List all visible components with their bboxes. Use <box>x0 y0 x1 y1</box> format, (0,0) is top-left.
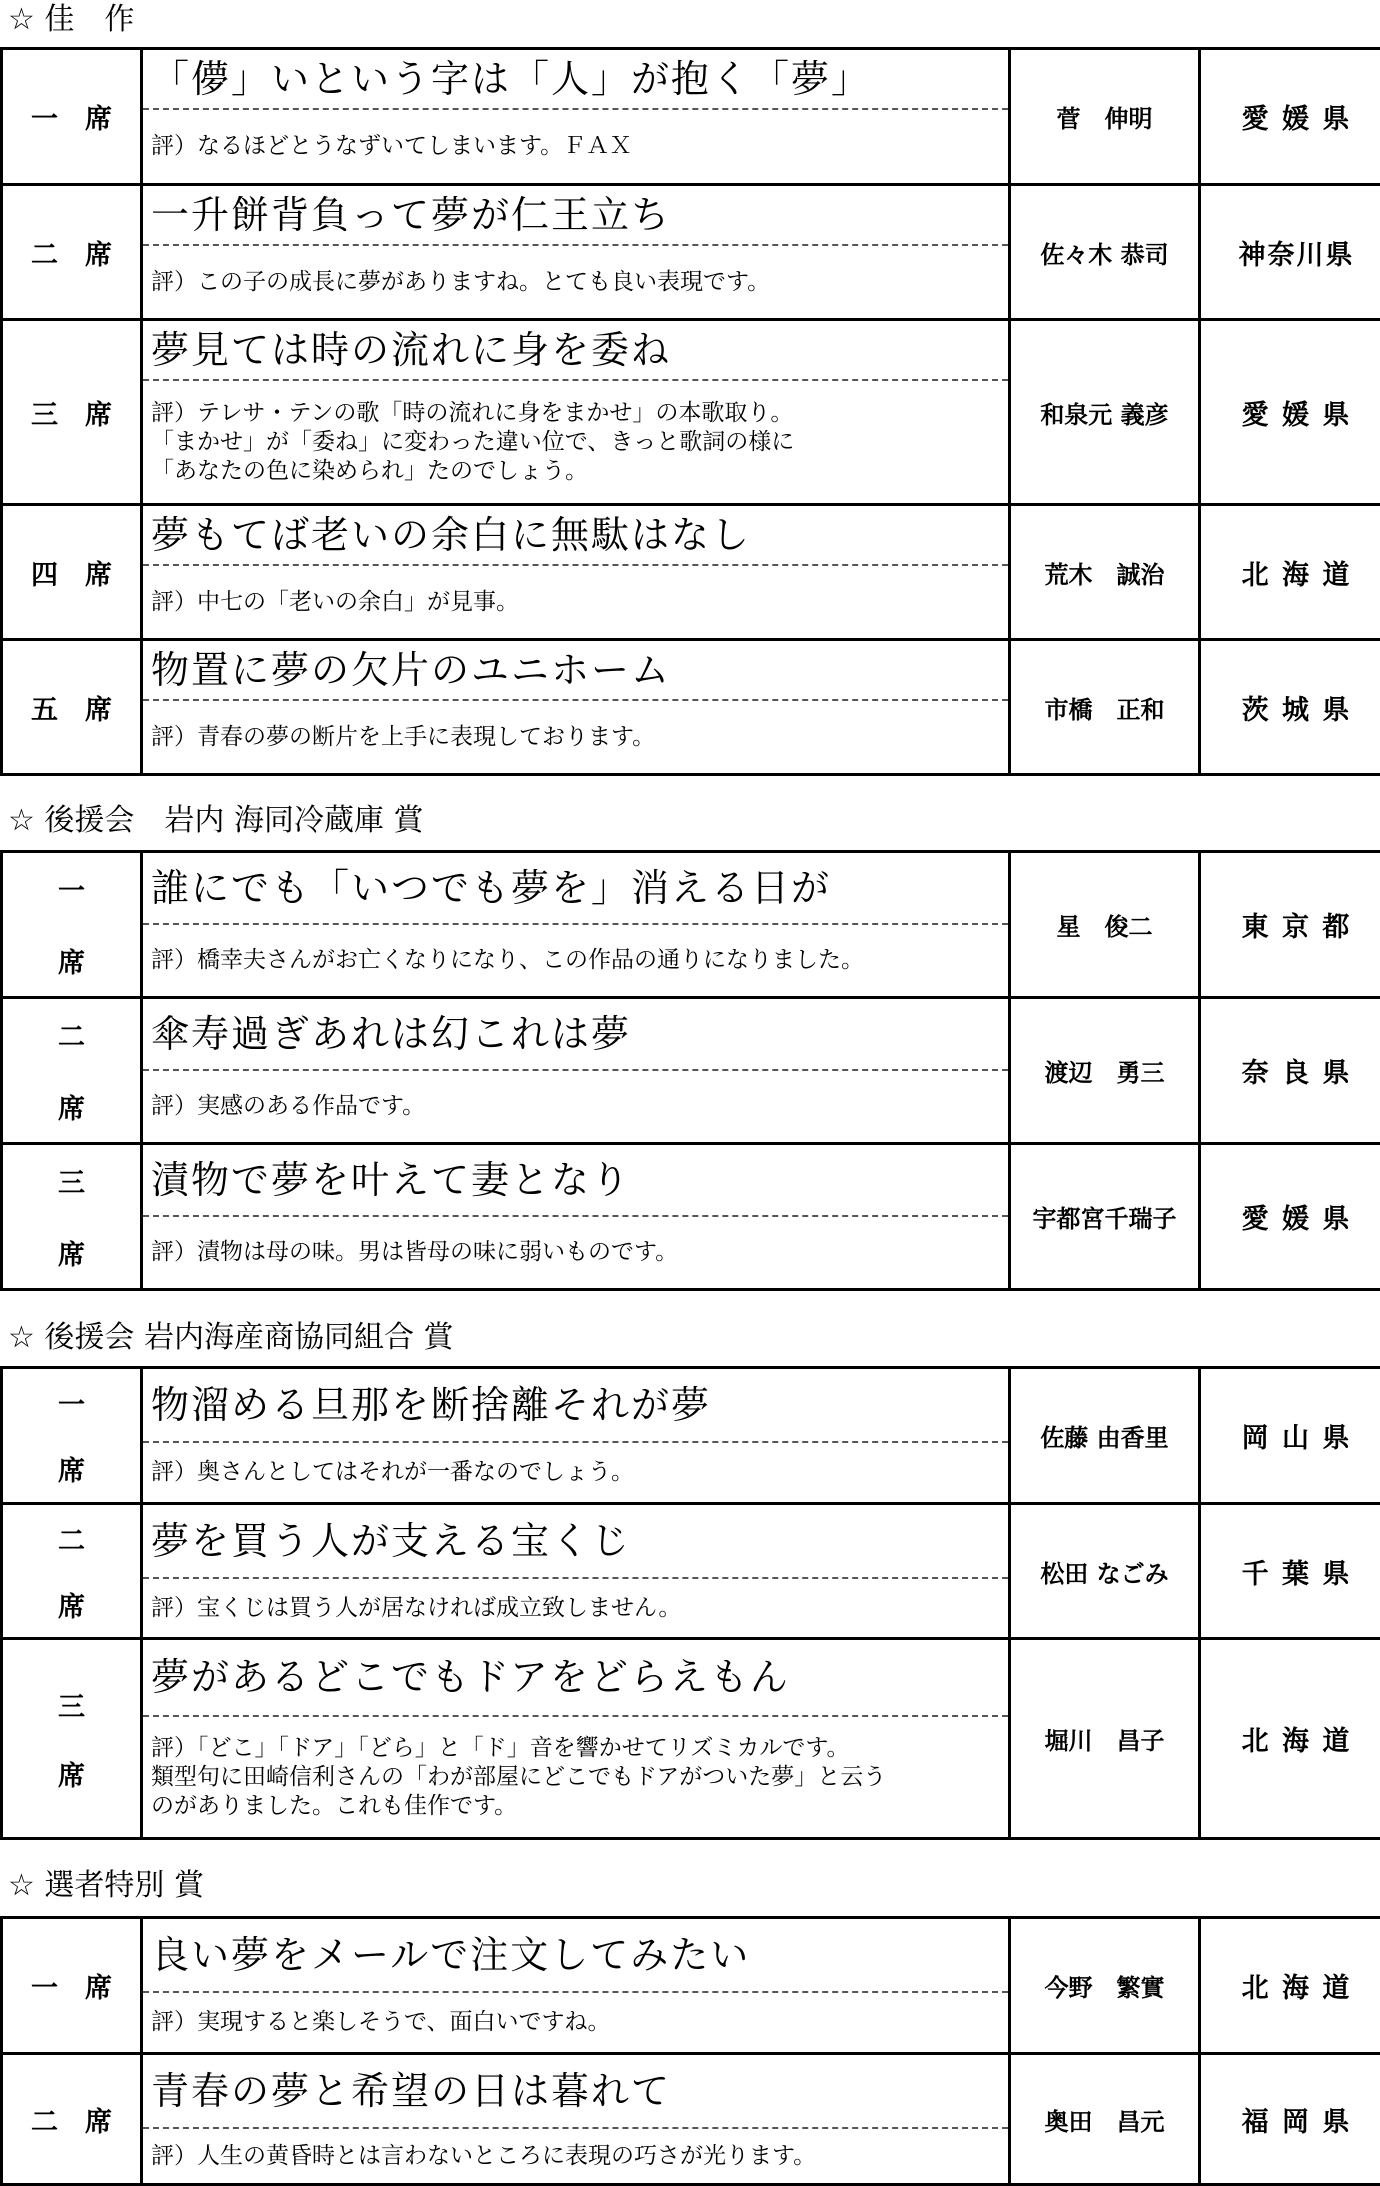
work-cell <box>142 1368 1010 1504</box>
judge-comment: 評）青春の夢の断片を上手に表現しております。 <box>143 701 1008 773</box>
rank-cell: 二 席 <box>2 185 142 320</box>
author-name: 堀川 昌子 <box>1010 1639 1200 1839</box>
poem-text: 夢を買う人が支える宝くじ <box>143 1505 1008 1579</box>
table-row <box>2 49 1380 185</box>
author-name: 奥田 昌元 <box>1010 2054 1200 2185</box>
rank-cell: 四 席 <box>2 505 142 640</box>
prefecture: 奈 良 県 <box>1200 998 1380 1144</box>
poem-text: 夢があるどこでもドアをどらえもん <box>143 1640 1008 1717</box>
table-row <box>2 1144 1380 1290</box>
judge-comment: 評）「どこ」「ドア」「どら」と「ド」音を響かせてリズミカルです。 類型句に田崎信利さんの「わが部屋にどこでもドアがついた夢」と云う のがありました。これも佳作です。 <box>143 1717 1008 1837</box>
judge-comment: 評）漬物は母の味。男は皆母の味に弱いものです。 <box>143 1217 1008 1288</box>
poem-text: 物溜める旦那を断捨離それが夢 <box>143 1369 1008 1443</box>
rank-cell: 二 席 <box>2 2054 142 2185</box>
work-cell <box>142 852 1010 998</box>
prefecture: 福 岡 県 <box>1200 2054 1380 2185</box>
prefecture: 北 海 道 <box>1200 1918 1380 2054</box>
table-row <box>2 2054 1380 2185</box>
author-name: 渡辺 勇三 <box>1010 998 1200 1144</box>
judge-comment: 評）この子の成長に夢がありますね。とても良い表現です。 <box>143 246 1008 318</box>
poem-text: 青春の夢と希望の日は暮れて <box>143 2055 1008 2129</box>
judge-comment: 評）中七の「老いの余白」が見事。 <box>143 566 1008 638</box>
section-title: ☆ 後援会 岩内 海同冷蔵庫 賞 <box>8 801 424 841</box>
work-cell <box>142 640 1010 775</box>
rank-cell: 二 席 <box>2 1504 142 1639</box>
prefecture: 千 葉 県 <box>1200 1504 1380 1639</box>
prefecture: 神奈川県 <box>1200 185 1380 320</box>
table-row <box>2 505 1380 640</box>
author-name: 松田 なごみ <box>1010 1504 1200 1639</box>
rank-cell: 五 席 <box>2 640 142 775</box>
table-row <box>2 1918 1380 2054</box>
work-cell <box>142 320 1010 505</box>
author-name: 荒木 誠治 <box>1010 505 1200 640</box>
judge-comment: 評）宝くじは買う人が居なければ成立致しません。 <box>143 1579 1008 1637</box>
work-cell <box>142 1639 1010 1839</box>
prefecture: 茨 城 県 <box>1200 640 1380 775</box>
table-row <box>2 852 1380 998</box>
poem-text: 「儚」いという字は「人」が抱く「夢」 <box>143 50 1008 110</box>
judge-comment: 評）テレサ・テンの歌「時の流れに身をまかせ」の本歌取り。 「まかせ」が「委ね」に変わった違い位で、きっと歌詞の様に 「あなたの色に染められ」たのでしょう。 <box>143 381 1008 503</box>
prefecture: 岡 山 県 <box>1200 1368 1380 1504</box>
table-row <box>2 998 1380 1144</box>
author-name: 星 俊二 <box>1010 852 1200 998</box>
table-row <box>2 1639 1380 1839</box>
table-row <box>2 185 1380 320</box>
work-cell <box>142 1144 1010 1290</box>
section-title: ☆ 選者特別 賞 <box>8 1866 204 1906</box>
judge-comment: 評）実感のある作品です。 <box>143 1071 1008 1142</box>
poem-text: 良い夢をメールで注文してみたい <box>143 1919 1008 1993</box>
rank-cell: 一 席 <box>2 1368 142 1504</box>
table-row <box>2 640 1380 775</box>
work-cell <box>142 185 1010 320</box>
rank-cell: 三 席 <box>2 1144 142 1290</box>
judge-comment: 評）なるほどとうなずいてしまいます。ＦＡＸ <box>143 110 1008 183</box>
prefecture: 北 海 道 <box>1200 505 1380 640</box>
table-row <box>2 320 1380 505</box>
work-cell <box>142 2054 1010 2185</box>
rank-cell: 三 席 <box>2 320 142 505</box>
poem-text: 物置に夢の欠片のユニホーム <box>143 641 1008 701</box>
prefecture: 愛 媛 県 <box>1200 320 1380 505</box>
rank-cell: 一 席 <box>2 852 142 998</box>
section-title: ☆ 後援会 岩内海産商協同組合 賞 <box>8 1318 454 1358</box>
prefecture: 愛 媛 県 <box>1200 1144 1380 1290</box>
rank-cell: 三 席 <box>2 1639 142 1839</box>
rank-cell: 一 席 <box>2 1918 142 2054</box>
work-cell <box>142 1918 1010 2054</box>
poem-text: 一升餅背負って夢が仁王立ち <box>143 186 1008 246</box>
poem-text: 傘寿過ぎあれは幻これは夢 <box>143 999 1008 1071</box>
author-name: 佐々木 恭司 <box>1010 185 1200 320</box>
author-name: 宇都宮千瑞子 <box>1010 1144 1200 1290</box>
judge-comment: 評）人生の黄昏時とは言わないところに表現の巧さが光ります。 <box>143 2129 1008 2183</box>
author-name: 今野 繁實 <box>1010 1918 1200 2054</box>
judge-comment: 評）奥さんとしてはそれが一番なのでしょう。 <box>143 1443 1008 1502</box>
author-name: 佐藤 由香里 <box>1010 1368 1200 1504</box>
award-table <box>0 1916 1380 2186</box>
award-table <box>0 850 1380 1291</box>
poem-text: 漬物で夢を叶えて妻となり <box>143 1145 1008 1217</box>
award-table <box>0 1366 1380 1840</box>
work-cell <box>142 49 1010 185</box>
author-name: 菅 伸明 <box>1010 49 1200 185</box>
judge-comment: 評）橋幸夫さんがお亡くなりになり、この作品の通りになりました。 <box>143 925 1008 996</box>
poem-text: 夢もてば老いの余白に無駄はなし <box>143 506 1008 566</box>
judge-comment: 評）実現すると楽しそうで、面白いですね。 <box>143 1993 1008 2052</box>
rank-cell: 一 席 <box>2 49 142 185</box>
prefecture: 東 京 都 <box>1200 852 1380 998</box>
table-row <box>2 1504 1380 1639</box>
work-cell <box>142 1504 1010 1639</box>
section-title: ☆ 佳 作 <box>8 0 134 40</box>
author-name: 市橋 正和 <box>1010 640 1200 775</box>
poem-text: 夢見ては時の流れに身を委ね <box>143 321 1008 381</box>
work-cell <box>142 998 1010 1144</box>
work-cell <box>142 505 1010 640</box>
award-table <box>0 47 1380 776</box>
prefecture: 北 海 道 <box>1200 1639 1380 1839</box>
table-row <box>2 1368 1380 1504</box>
author-name: 和泉元 義彦 <box>1010 320 1200 505</box>
rank-cell: 二 席 <box>2 998 142 1144</box>
poem-text: 誰にでも「いつでも夢を」消える日が <box>143 853 1008 925</box>
prefecture: 愛 媛 県 <box>1200 49 1380 185</box>
